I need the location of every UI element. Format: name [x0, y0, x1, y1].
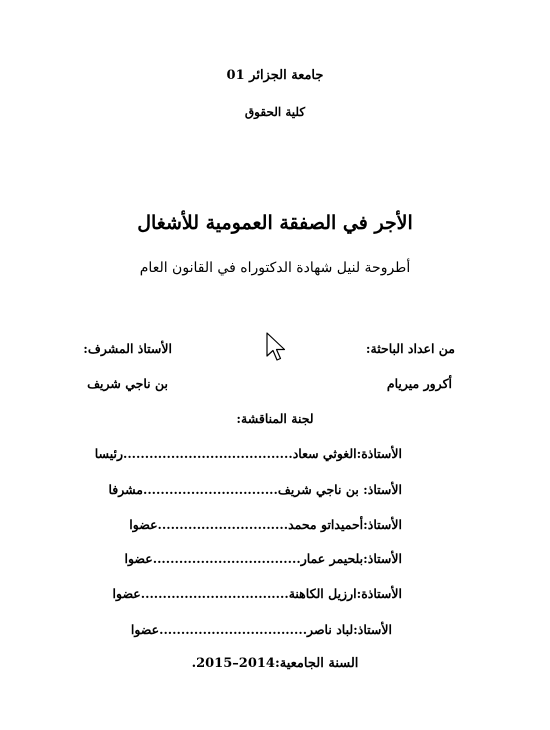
- supervisor-name: بن ناجي شريف: [87, 376, 168, 391]
- committee-member: الأستاذة:ارزيل الكاهنة..................................عضوا: [112, 586, 402, 601]
- thesis-title: الأجر في الصفقة العمومية للأشغال: [137, 212, 413, 234]
- academic-year: السنة الجامعية:2014–2015.: [191, 656, 359, 671]
- mouse-pointer-icon: [266, 332, 288, 362]
- committee-member: الأستاذ:أحميداتو محمد..............................عضوا: [129, 517, 402, 532]
- committee-member: الأستاذ:لباد ناصر..................................عضوا: [130, 622, 392, 637]
- committee-member: الأستاذ:بلحيمر عمار..................................عضوا: [124, 551, 402, 566]
- university-name: جامعة الجزائر 01: [226, 68, 324, 83]
- supervisor-label: الأستاذ المشرف:: [83, 341, 172, 356]
- prepared-by-label: من اعداد الباحثة:: [365, 341, 455, 356]
- committee-member: الأستاذ: بن ناجي شريف...............................مشرفا: [108, 482, 402, 497]
- committee-member: الأستاذة:الغوثي سعاد.......................................رئيسا: [94, 446, 402, 461]
- thesis-subtitle: أطروحة لنيل شهادة الدكتوراه في القانون العام: [139, 260, 411, 276]
- faculty-name: كلية الحقوق: [244, 105, 306, 119]
- prepared-by-name: أكرور ميريام: [386, 376, 452, 391]
- committee-heading: لجنة المناقشة:: [236, 411, 314, 426]
